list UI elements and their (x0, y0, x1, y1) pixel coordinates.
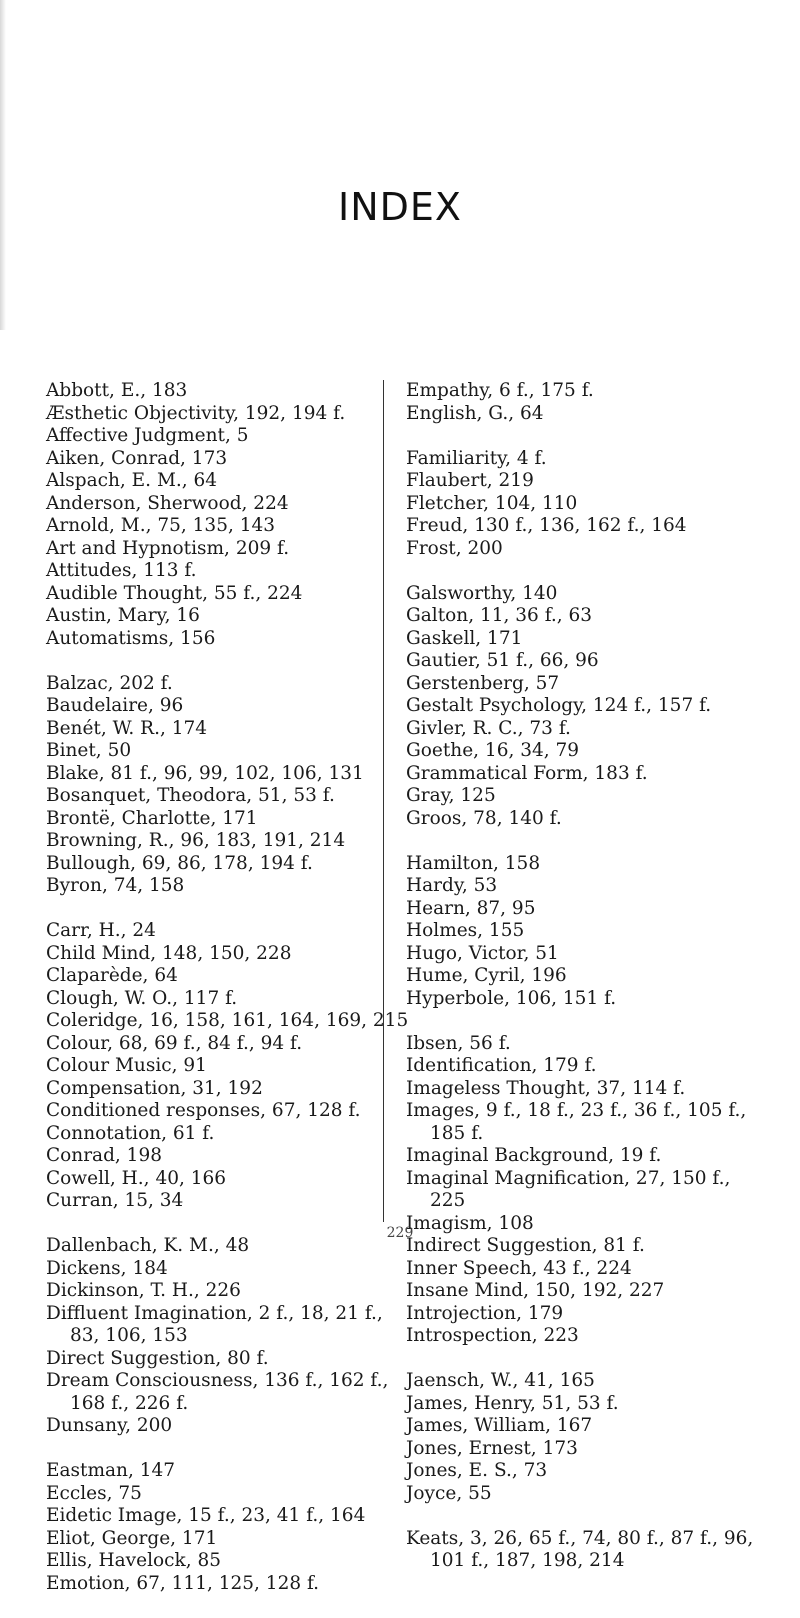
index-entry-continuation: 225 (430, 1190, 466, 1211)
index-entry: Introspection, 223 (406, 1325, 579, 1346)
index-entry: James, William, 167 (406, 1415, 593, 1436)
index-entry: Eidetic Image, 15 f., 23, 41 f., 164 (46, 1505, 366, 1526)
index-entry: Hardy, 53 (406, 875, 498, 896)
index-entry: Hyperbole, 106, 151 f. (406, 987, 617, 1009)
index-entry: Blake, 81 f., 96, 99, 102, 106, 131 (46, 762, 364, 784)
index-entry: Dickinson, T. H., 226 (46, 1280, 241, 1301)
index-letter-group (406, 583, 766, 831)
index-entry: Imagism, 108 (406, 1212, 534, 1234)
index-entry: Clough, W. O., 117 f. (46, 987, 238, 1009)
index-entry: Connotation, 61 f. (46, 1122, 215, 1144)
index-entry: Anderson, Sherwood, 224 (46, 492, 289, 514)
index-entry: Ellis, Havelock, 85 (46, 1550, 222, 1571)
index-letter-group (406, 448, 766, 561)
index-entry: Groos, 78, 140 f. (406, 807, 562, 829)
index-entry: Hamilton, 158 (406, 852, 541, 874)
index-entry: Indirect Suggestion, 81 f. (406, 1235, 645, 1256)
index-entry: Attitudes, 113 f. (46, 560, 197, 581)
index-letter-group (406, 853, 766, 1011)
index-entry: Gray, 125 (406, 785, 496, 806)
index-entry: Empathy, 6 f., 175 f. (406, 380, 594, 401)
index-entry: Gestalt Psychology, 124 f., 157 f. (406, 695, 712, 716)
index-entry: Grammatical Form, 183 f. (406, 762, 648, 784)
index-entry: Baudelaire, 96 (46, 695, 184, 716)
index-entry: Fletcher, 104, 110 (406, 492, 578, 514)
index-entry: Æsthetic Objectivity, 192, 194 f. (46, 402, 346, 424)
index-entry: Identification, 179 f. (406, 1055, 597, 1076)
index-entry: Colour Music, 91 (46, 1055, 207, 1076)
index-entry: Dickens, 184 (46, 1257, 168, 1279)
index-entry: James, Henry, 51, 53 f. (406, 1392, 619, 1414)
index-entry: Abbott, E., 183 (46, 380, 188, 401)
index-entry: Carr, H., 24 (46, 920, 156, 941)
index-entry: Frost, 200 (406, 537, 503, 559)
index-entry: Insane Mind, 150, 192, 227 (406, 1280, 665, 1301)
index-entry: Diffluent Imagination, 2 f., 18, 21 f., (46, 1302, 383, 1324)
index-letter-group (46, 920, 409, 1213)
index-entry: Galsworthy, 140 (406, 582, 558, 604)
index-entry: Benét, W. R., 174 (46, 717, 208, 739)
index-entry: Bosanquet, Theodora, 51, 53 f. (46, 785, 335, 806)
index-letter-group (406, 380, 766, 425)
index-entry: Art and Hypnotism, 209 f. (46, 537, 290, 559)
index-entry: Browning, R., 96, 183, 191, 214 (46, 830, 346, 851)
index-entry: Givler, R. C., 73 f. (406, 717, 571, 739)
index-entry: Bullough, 69, 86, 178, 194 f. (46, 852, 313, 874)
index-entry: Inner Speech, 43 f., 224 (406, 1257, 632, 1279)
index-entry: Balzac, 202 f. (46, 672, 173, 694)
index-entry-continuation: 101 f., 187, 198, 214 (430, 1550, 625, 1571)
index-letter-group (46, 673, 364, 898)
index-entry: Coleridge, 16, 158, 161, 164, 169, 215 (46, 1010, 409, 1031)
index-entry: Imaginal Magnification, 27, 150 f., (406, 1167, 731, 1189)
index-entry: Jones, E. S., 73 (406, 1460, 548, 1481)
index-entry-continuation: 185 f. (430, 1122, 484, 1144)
index-entry: Emotion, 67, 111, 125, 128 f. (46, 1572, 320, 1594)
index-entry: Ibsen, 56 f. (406, 1032, 511, 1054)
index-letter-group (46, 380, 364, 650)
index-entry: Galton, 11, 36 f., 63 (406, 605, 593, 626)
index-entry: Eastman, 147 (46, 1460, 176, 1481)
page-title: INDEX (338, 185, 462, 229)
index-entry: Imageless Thought, 37, 114 f. (406, 1077, 686, 1099)
index-entry: Flaubert, 219 (406, 470, 534, 491)
index-entry: Brontë, Charlotte, 171 (46, 807, 258, 829)
index-entry: Automatisms, 156 (46, 627, 216, 649)
page-number: 229 (386, 1225, 414, 1241)
index-entry: Claparède, 64 (46, 965, 178, 986)
index-entry: Conrad, 198 (46, 1145, 162, 1166)
index-entry: Familiarity, 4 f. (406, 447, 547, 469)
index-entry: Hugo, Victor, 51 (406, 942, 559, 964)
index-entry: Imaginal Background, 19 f. (406, 1145, 662, 1166)
index-entry: Direct Suggestion, 80 f. (46, 1347, 269, 1369)
index-entry: Dunsany, 200 (46, 1415, 173, 1436)
index-letter-group (406, 1033, 766, 1348)
index-entry-continuation: 83, 106, 153 (70, 1325, 188, 1346)
index-entry: Images, 9 f., 18 f., 23 f., 36 f., 105 f., (406, 1100, 747, 1121)
index-entry: Austin, Mary, 16 (46, 605, 200, 626)
index-entry: Arnold, M., 75, 135, 143 (46, 515, 276, 536)
index-entry: Goethe, 16, 34, 79 (406, 740, 580, 761)
index-entry: Compensation, 31, 192 (46, 1077, 263, 1099)
index-entry: Colour, 68, 69 f., 84 f., 94 f. (46, 1032, 303, 1054)
index-letter-group (406, 1528, 766, 1573)
index-entry: Eliot, George, 171 (46, 1527, 218, 1549)
index-entry: Introjection, 179 (406, 1302, 564, 1324)
index-entry: Joyce, 55 (406, 1482, 492, 1504)
index-entry: Aiken, Conrad, 173 (46, 447, 228, 469)
index-entry: Audible Thought, 55 f., 224 (46, 582, 303, 604)
index-entry: Gerstenberg, 57 (406, 672, 560, 694)
index-entry-continuation: 168 f., 226 f. (70, 1392, 189, 1414)
index-entry: Conditioned responses, 67, 128 f. (46, 1100, 361, 1121)
index-entry: Binet, 50 (46, 740, 132, 761)
index-letter-group (406, 1370, 766, 1505)
index-entry: Eccles, 75 (46, 1482, 142, 1504)
index-entry: Affective Judgment, 5 (46, 425, 249, 446)
index-entry: Hume, Cyril, 196 (406, 965, 567, 986)
index-entry: Child Mind, 148, 150, 228 (46, 942, 292, 964)
index-entry: Jaensch, W., 41, 165 (406, 1370, 595, 1391)
index-entry: Curran, 15, 34 (46, 1190, 184, 1211)
index-entry: Gautier, 51 f., 66, 96 (406, 650, 599, 671)
index-entry: Jones, Ernest, 173 (406, 1437, 578, 1459)
index-entry: Byron, 74, 158 (46, 875, 185, 896)
index-entry: Holmes, 155 (406, 920, 525, 941)
scan-edge-shadow (0, 0, 6, 330)
index-entry: Dallenbach, K. M., 48 (46, 1235, 250, 1256)
index-letter-group (46, 1460, 364, 1595)
index-entry: Alspach, E. M., 64 (46, 470, 218, 491)
index-entry: Dream Consciousness, 136 f., 162 f., (46, 1370, 389, 1391)
index-entry: Cowell, H., 40, 166 (46, 1167, 227, 1189)
index-entry: Freud, 130 f., 136, 162 f., 164 (406, 515, 687, 536)
index-letter-group (46, 1235, 389, 1438)
index-entry: English, G., 64 (406, 402, 544, 424)
index-entry: Keats, 3, 26, 65 f., 74, 80 f., 87 f., 96, (406, 1527, 754, 1549)
index-entry: Gaskell, 171 (406, 627, 523, 649)
index-entry: Hearn, 87, 95 (406, 897, 536, 919)
